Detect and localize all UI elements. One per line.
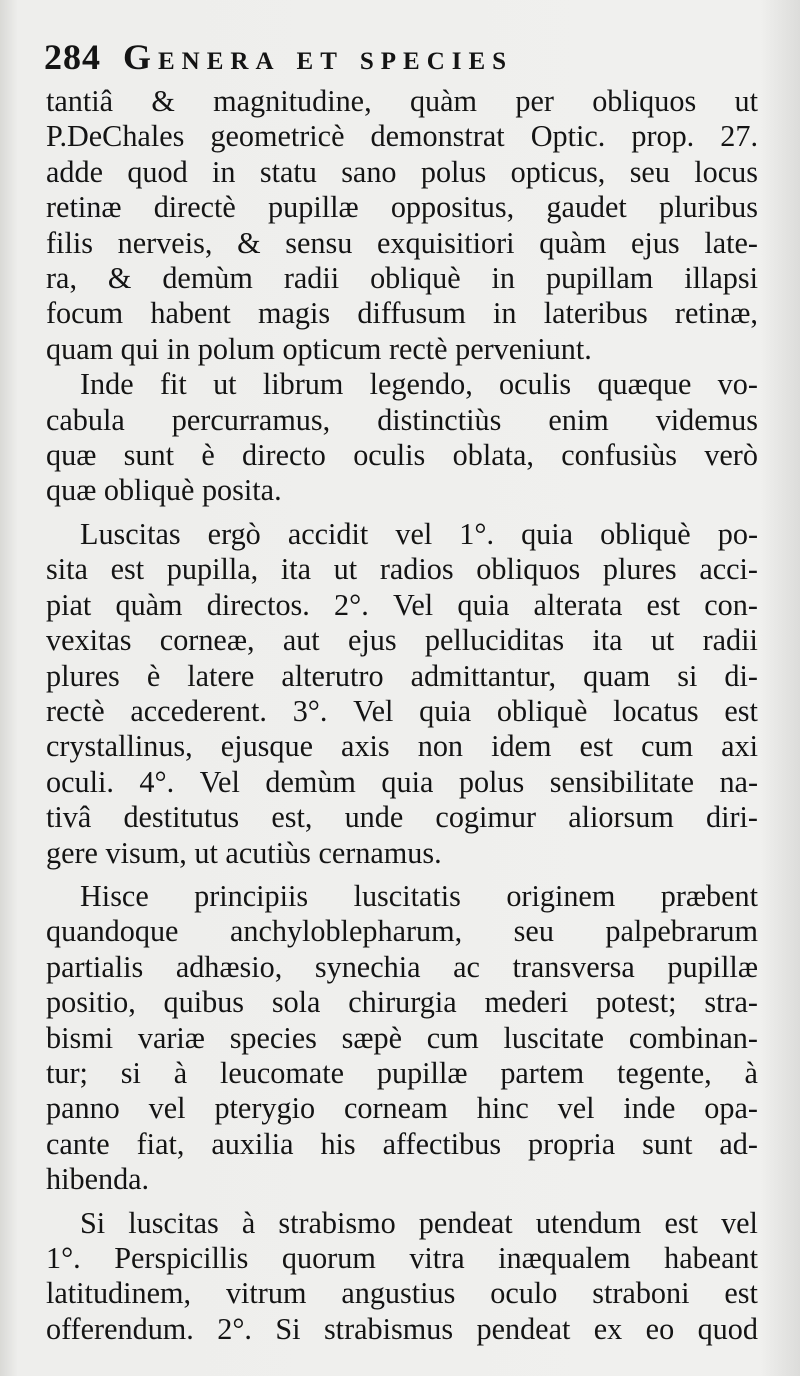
paragraph-4 (46, 879, 758, 1198)
text-line: bismi variæ species sæpè cum luscitate combinan- (46, 1020, 758, 1055)
text-line: quæ obliquè posita. (46, 473, 282, 508)
text-line: tivâ destitutus est, unde cogimur aliorsum diri- (46, 800, 758, 835)
paragraph-3 (46, 517, 758, 871)
text-line: quæ sunt è directo oculis oblata, confusiùs verò (46, 438, 758, 473)
text-line: positio, quibus sola chirurgia mederi potest; stra- (46, 985, 758, 1020)
text-line: Si luscitas à strabismo pendeat utendum est vel (80, 1205, 758, 1240)
text-line: latitudinem, vitrum angustius oculo straboni est (46, 1276, 758, 1311)
text-line: offerendum. 2°. Si strabismus pendeat ex eo quod (46, 1311, 758, 1346)
text-line: cante fiat, auxilia his affectibus propria sunt ad- (46, 1126, 758, 1161)
text-line: Hisce principiis luscitatis originem præbent (80, 878, 758, 913)
text-line: focum habent magis diffusum in lateribus retinæ, (46, 296, 758, 331)
text-line: adde quod in statu sano polus opticus, seu locus (46, 154, 758, 189)
text-line: plures è latere alterutro admittantur, quam si di- (46, 658, 758, 693)
text-line: tantiâ & magnitudine, quàm per obliquos ut (46, 84, 758, 118)
paragraph-1 (46, 84, 758, 367)
text-line: panno vel pterygio corneam hinc vel inde opa- (46, 1091, 758, 1126)
text-line: hibenda. (46, 1162, 150, 1197)
text-line: P.DeChales geometricè demonstrat Optic. prop. 27. (46, 119, 758, 154)
text-line: gere visum, ut acutiùs cernamus. (46, 835, 442, 870)
text-line: piat quàm directos. 2°. Vel quia alterata est con- (46, 587, 758, 622)
paragraph-2 (46, 367, 758, 509)
page-number: 284 (44, 37, 101, 77)
running-title: Genera et species (123, 37, 514, 77)
text-line: tur; si à leucomate pupillæ partem tegente, à (46, 1055, 758, 1090)
text-line: partialis adhæsio, synechia ac transversa pupillæ (46, 949, 758, 984)
body-text (46, 84, 758, 1347)
text-line: quam qui in polum opticum rectè perveniunt. (46, 331, 592, 366)
text-line: oculi. 4°. Vel demùm quia polus sensibilitate na- (46, 764, 758, 799)
text-line: cabula percurramus, distinctiùs enim videmus (46, 402, 758, 437)
text-line: crystallinus, ejusque axis non idem est cum axi (46, 729, 758, 764)
text-line: Luscitas ergò accidit vel 1°. quia obliquè po- (80, 516, 758, 551)
text-line: retinæ directè pupillæ oppositus, gaudet pluribus (46, 190, 758, 225)
text-line: Inde fit ut librum legendo, oculis quæque vo- (80, 367, 758, 402)
text-line: 1°. Perspicillis quorum vitra inæqualem habeant (46, 1241, 758, 1275)
text-line: vexitas corneæ, aut ejus pelluciditas ita ut radii (46, 623, 758, 658)
text-line: sita est pupilla, ita ut radios obliquos plures acci- (46, 552, 758, 587)
paragraph-5 (46, 1206, 758, 1348)
text-line: quandoque anchyloblepharum, seu palpebrarum (46, 914, 758, 949)
text-line: filis nerveis, & sensu exquisitiori quàm ejus late- (46, 225, 758, 260)
text-line: ra, & demùm radii obliquè in pupillam illapsi (46, 261, 758, 296)
text-line: rectè accederent. 3°. Vel quia obliquè locatus est (46, 693, 758, 728)
page-header (44, 36, 764, 86)
